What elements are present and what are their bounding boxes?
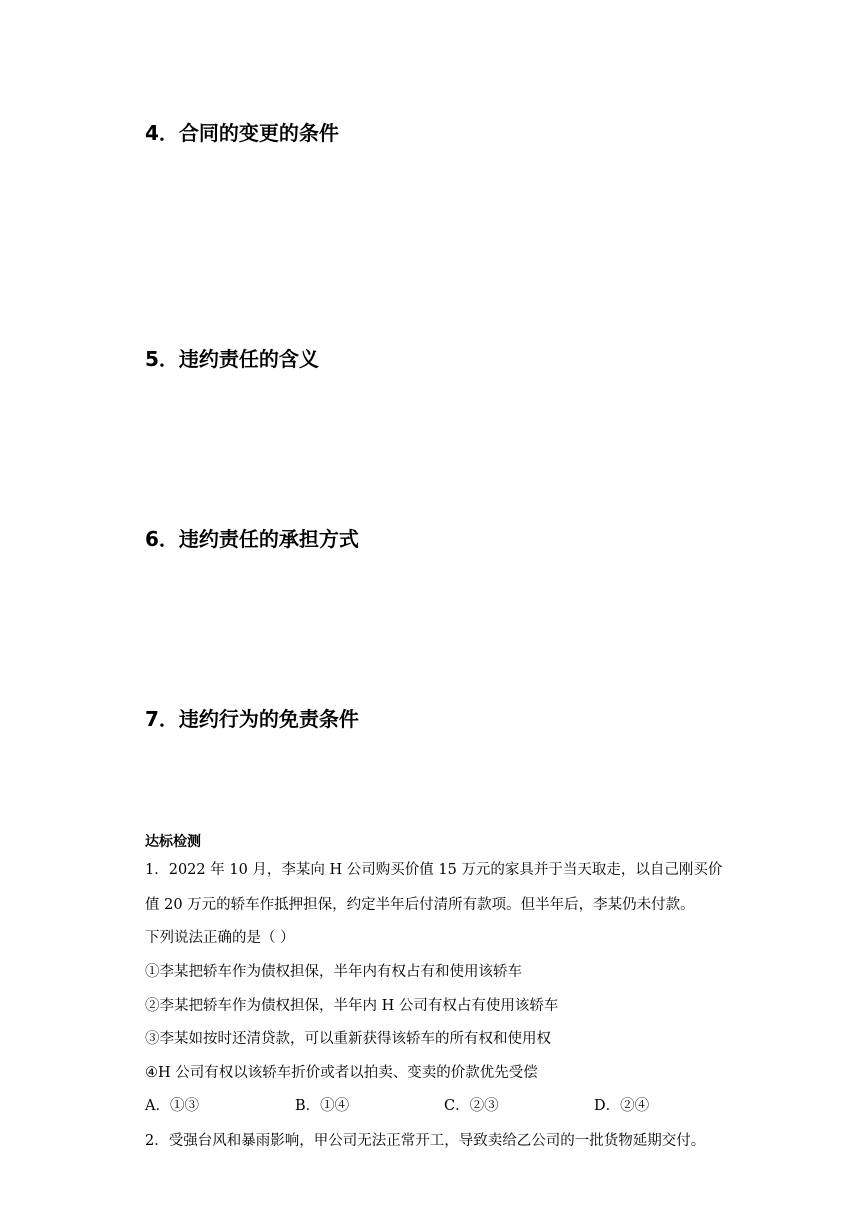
heading-breach-exemption-conditions: 7．违约行为的免责条件: [145, 707, 359, 731]
question-1-statement-4: ④H 公司有权以该轿车折价或者以拍卖、变卖的价款优先受偿: [145, 1065, 538, 1081]
question-1-stem-line-2: 值 20 万元的轿车作抵押担保，约定半年后付清所有款项。但半年后，李某仍未付款。: [145, 897, 695, 913]
option-d: D．②④: [594, 1098, 650, 1114]
question-1-statement-3: ③李某如按时还清贷款，可以重新获得该轿车的所有权和使用权: [145, 1031, 551, 1047]
heading-breach-liability-forms: 6．违约责任的承担方式: [145, 527, 359, 551]
question-2-stem-line-1: 2．受强台风和暴雨影响，甲公司无法正常开工，导致卖给乙公司的一批货物延期交付。: [145, 1133, 706, 1149]
option-c: C．②③: [444, 1098, 499, 1114]
section-title-assessment: 达标检测: [145, 834, 201, 850]
option-b: B．①④: [295, 1098, 350, 1114]
question-1-statement-1: ①李某把轿车作为债权担保，半年内有权占有和使用该轿车: [145, 964, 522, 980]
question-1-options: [145, 1096, 745, 1116]
question-1-statement-2: ②李某把轿车作为债权担保，半年内 H 公司有权占有使用该轿车: [145, 998, 559, 1014]
heading-contract-change-conditions: 4．合同的变更的条件: [145, 121, 339, 145]
option-a: A．①③: [145, 1098, 199, 1114]
question-1-stem-line-3: 下列说法正确的是（ ）: [145, 930, 295, 946]
question-1-stem-line-1: 1．2022 年 10 月，李某向 H 公司购买价值 15 万元的家具并于当天取走，以自己刚买价: [145, 862, 723, 878]
heading-breach-liability-meaning: 5．违约责任的含义: [145, 347, 319, 371]
